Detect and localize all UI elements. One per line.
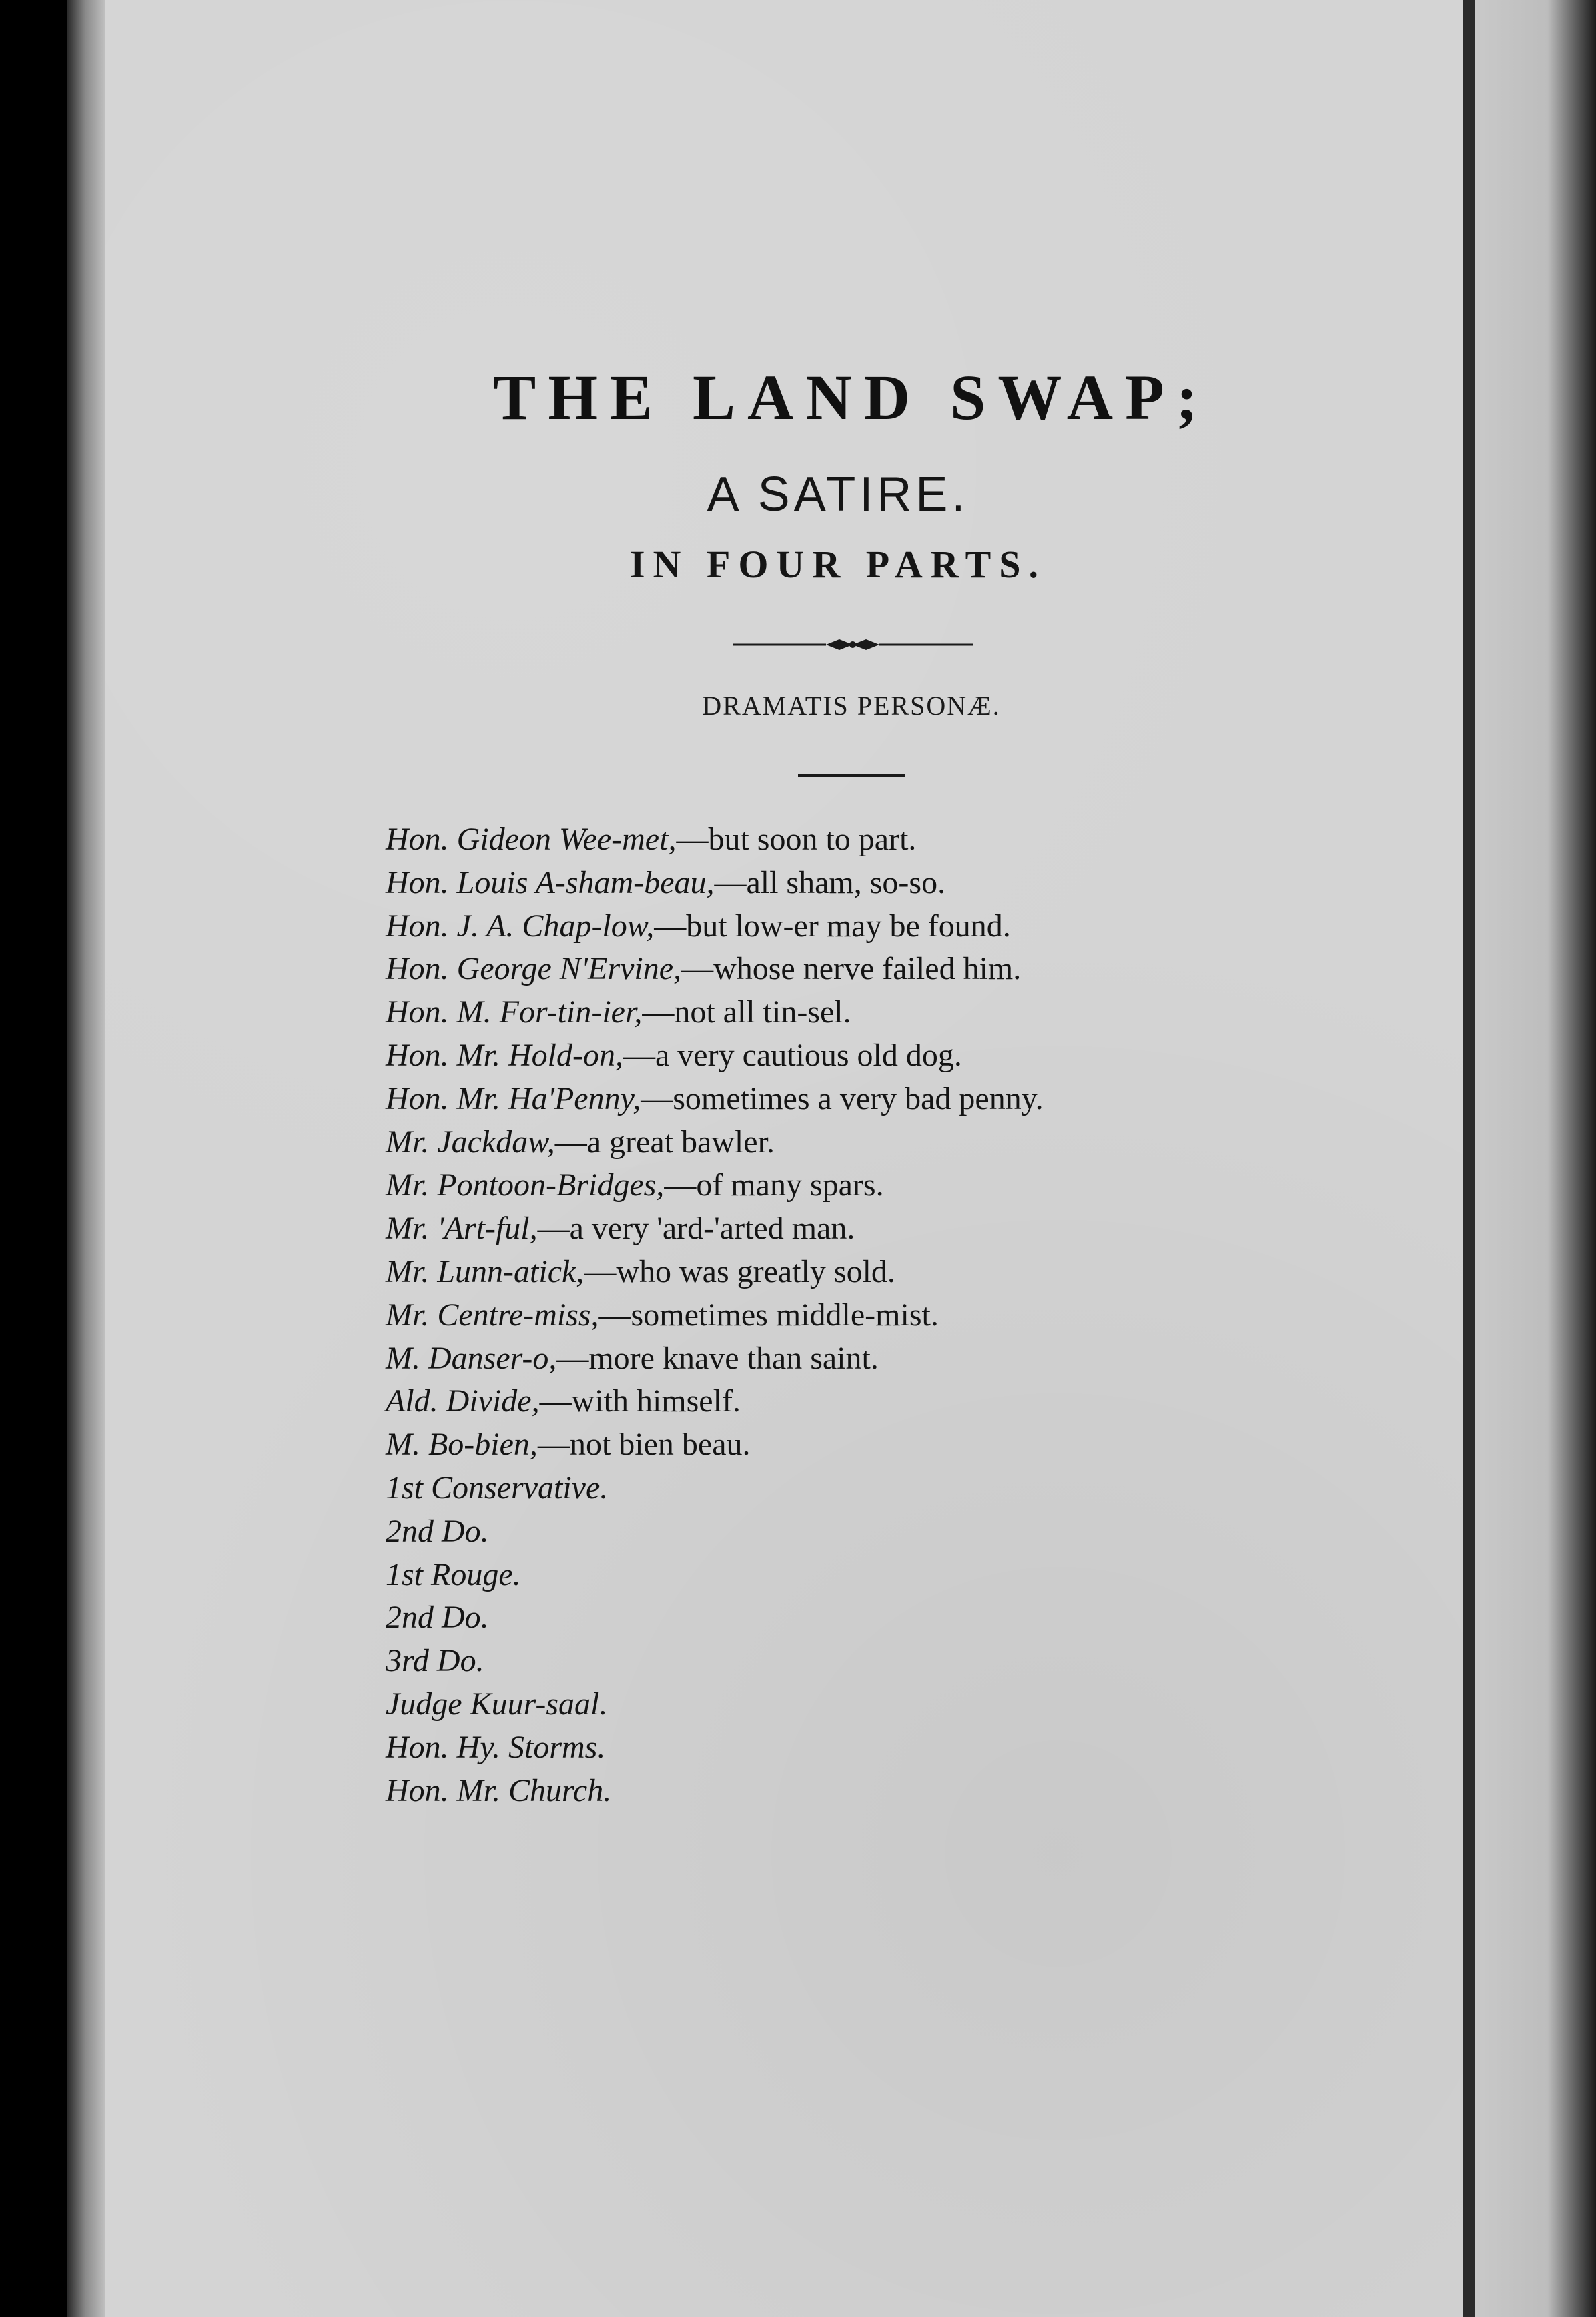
cast-entry bbox=[386, 1510, 1320, 1554]
cast-entry bbox=[386, 1467, 1320, 1510]
character-description: —not all tin-sel. bbox=[642, 994, 851, 1030]
character-name: 1st Rouge. bbox=[386, 1556, 521, 1592]
character-name: Mr. Jackdaw, bbox=[386, 1124, 555, 1160]
cast-entry bbox=[386, 1380, 1320, 1423]
character-name: 1st Conservative. bbox=[386, 1469, 609, 1506]
character-name: 2nd Do. bbox=[386, 1600, 489, 1636]
cast-entry bbox=[386, 1337, 1320, 1381]
parts-line: IN FOUR PARTS. bbox=[629, 543, 1047, 586]
cast-entry bbox=[386, 1078, 1320, 1121]
cast-entry bbox=[386, 1683, 1320, 1726]
character-name: Hon. Hy. Storms. bbox=[386, 1729, 606, 1765]
gutter-divider bbox=[1463, 0, 1475, 2317]
cast-entry bbox=[386, 1726, 1320, 1770]
cast-entry bbox=[386, 862, 1320, 905]
character-name: Hon. Mr. Church. bbox=[386, 1772, 612, 1808]
cast-entry bbox=[386, 818, 1320, 862]
character-description: —more knave than saint. bbox=[556, 1340, 879, 1376]
cast-entry bbox=[386, 1207, 1320, 1251]
cast-entry bbox=[386, 1121, 1320, 1165]
cast-entry bbox=[386, 1554, 1320, 1597]
character-description: —sometimes a very bad penny. bbox=[641, 1080, 1044, 1116]
character-name: Mr. Pontoon-Bridges, bbox=[386, 1167, 665, 1203]
character-name: M. Danser-o, bbox=[386, 1340, 557, 1376]
character-description: —sometimes middle-mist. bbox=[598, 1297, 939, 1333]
adjacent-page-edge bbox=[1475, 0, 1596, 2317]
character-description: —all sham, so-so. bbox=[714, 864, 946, 900]
cast-entry bbox=[386, 991, 1320, 1034]
character-name: 2nd Do. bbox=[386, 1513, 489, 1549]
character-name: M. Bo-bien, bbox=[386, 1427, 538, 1463]
character-name: Mr. 'Art-ful, bbox=[386, 1211, 538, 1247]
character-description: —who was greatly sold. bbox=[584, 1253, 895, 1289]
character-description: —a very cautious old dog. bbox=[623, 1037, 962, 1073]
character-name: Hon. Gideon Wee-met, bbox=[386, 821, 677, 857]
cast-entry bbox=[386, 1423, 1320, 1467]
character-description: —of many spars. bbox=[664, 1167, 884, 1203]
character-description: —a very 'ard-'arted man. bbox=[537, 1211, 855, 1247]
page-title: THE LAND SWAP; bbox=[493, 362, 1210, 433]
character-name: Hon. Louis A-sham-beau, bbox=[386, 864, 715, 900]
character-description: —a great bawler. bbox=[554, 1124, 775, 1160]
cast-entry bbox=[386, 1034, 1320, 1078]
cast-entry bbox=[386, 1251, 1320, 1294]
ornament-divider-icon bbox=[733, 637, 973, 653]
cast-entry bbox=[386, 1596, 1320, 1640]
section-heading: DRAMATIS PERSONÆ. bbox=[702, 691, 1001, 721]
cast-entry bbox=[386, 905, 1320, 948]
cast-list bbox=[386, 818, 1320, 1812]
character-name: Hon. M. For-tin-ier, bbox=[386, 994, 643, 1030]
character-description: —with himself. bbox=[539, 1383, 741, 1419]
character-name: Hon. J. A. Chap-low, bbox=[386, 908, 655, 944]
character-description: —but low-er may be found. bbox=[654, 908, 1011, 944]
character-name: Hon. Mr. Ha'Penny, bbox=[386, 1080, 641, 1116]
heading-rule bbox=[798, 774, 905, 777]
character-name: Ald. Divide, bbox=[386, 1383, 540, 1419]
character-name: Mr. Centre-miss, bbox=[386, 1297, 599, 1333]
subtitle: A SATIRE. bbox=[707, 468, 969, 521]
character-name: Hon. George N'Ervine, bbox=[386, 951, 682, 987]
cast-entry bbox=[386, 1770, 1320, 1813]
character-description: —whose nerve failed him. bbox=[681, 951, 1022, 987]
character-name: Hon. Mr. Hold-on, bbox=[386, 1037, 623, 1073]
cast-entry bbox=[386, 1164, 1320, 1207]
character-name: Mr. Lunn-atick, bbox=[386, 1253, 584, 1289]
character-description: —but soon to part. bbox=[676, 821, 917, 857]
character-name: Judge Kuur-saal. bbox=[386, 1686, 608, 1722]
cast-entry bbox=[386, 948, 1320, 991]
character-description: —not bien beau. bbox=[537, 1427, 751, 1463]
character-name: 3rd Do. bbox=[386, 1643, 484, 1679]
cast-entry bbox=[386, 1640, 1320, 1683]
cast-entry bbox=[386, 1294, 1320, 1337]
